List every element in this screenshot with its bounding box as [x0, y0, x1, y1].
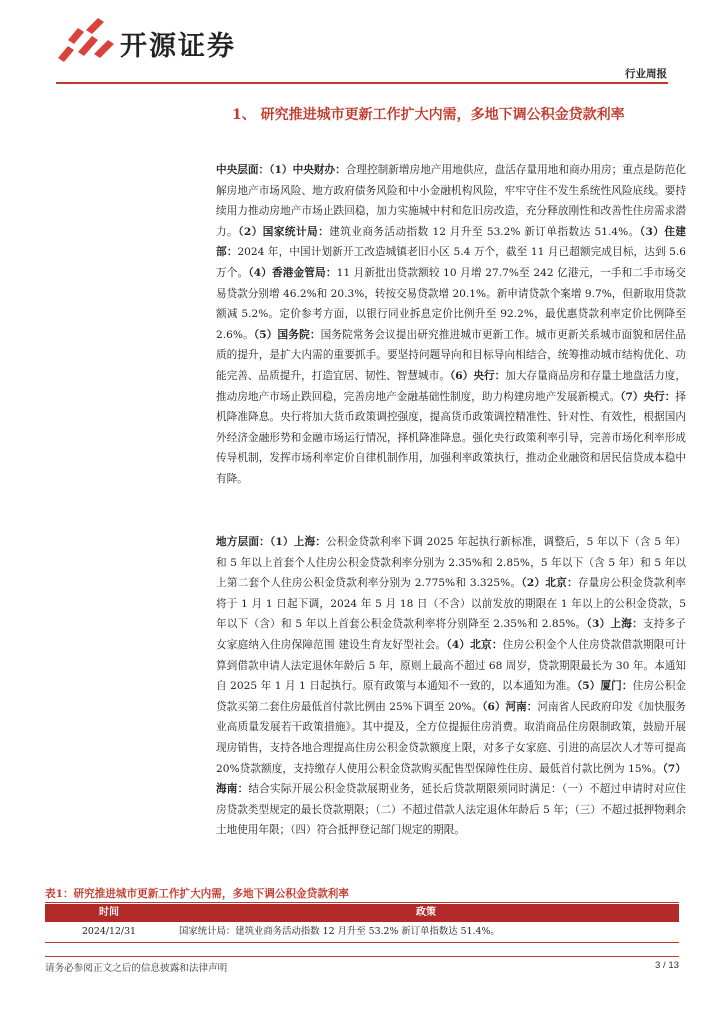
central-text-1: 合理控制新增房地产用地供应，盘活存量用地和商办用房；重点是防范化解房地产市场风险、地方政府债务风险和中小金融机构风险，牢牢守住不发生系统性风险底线。要持续用力推动房地产市场止跌回稳，加力实施城中村和危旧房改造，充分释放刚性和改善性住房需求潜力。 — [216, 164, 687, 238]
page-header — [0, 0, 724, 92]
local-lead: 地方层面： — [216, 536, 270, 548]
central-tag-4: （4）香港金管局： — [248, 266, 337, 279]
header-divider — [56, 82, 668, 84]
local-text-1: 公积金贷款利率下调 2025 年起执行新标准，调整后，5 年以下（含 5 年）和 5 年以上首套个人住房公积金贷款利率分别为 2.35%和 2.85%，5 年以下（含 5 年）和 5 年以上第二套个人住房公积金贷款利率分别为 2.775%和 3.325%。 — [216, 536, 687, 590]
local-text-3: 支持多子女家庭纳入住房保障范围 建设生育友好型社会。 — [216, 618, 687, 651]
central-tag-6: （6）央行： — [449, 369, 506, 382]
local-paragraph — [216, 532, 686, 841]
local-tag-2: （2）北京： — [521, 577, 578, 590]
central-lead: 中央层面： — [216, 164, 270, 176]
local-tag-6: （6）河南： — [482, 700, 538, 713]
central-text-4: 11 月新批出贷款额较 10 月增 27.7%至 242 亿港元，一手和二手市场交易贷款分别增 46.2%和 20.3%，转按交易贷款增 20.1%。新申请贷款个案增 9.7%，但新取用贷款额减 5.2%。定价参考方面，以银行同业拆息定价比例升至 92.2%，最优惠贷款利率定价比例降至 2.6%。 — [216, 266, 687, 341]
table-row — [45, 922, 679, 943]
local-tag-4: （4）北京： — [446, 638, 503, 651]
local-text-4: 住房公积金个人住房贷款借款期限可计算到借款申请人法定退休年龄后 5 年，原则上最高不超过 68 周岁，贷款期限最长为 30 年。本通知自 2025 年 1 月 1 日起执行。原有政策与本通知不一致的，以本通知为准。 — [216, 638, 686, 693]
brand-name: 开源证券 — [120, 31, 236, 62]
central-paragraph — [216, 160, 686, 490]
local-text-2: 存量房公积金贷款利率将于 1 月 1 日起下调，2024 年 5 月 18 日（不含）以前发放的期限在 1 年以上的公积金贷款，5 年以下（含）和 5 年以上首套公积金贷款利率将分别降至 2.35%和 2.85%。 — [216, 577, 686, 631]
table-header-policy: 政策 — [416, 907, 436, 918]
report-type: 行业周报 — [625, 68, 667, 80]
table-cell-time: 2024/12/31 — [81, 926, 137, 937]
table-header-time: 时间 — [99, 907, 119, 918]
central-tag-5: （5）国务院： — [253, 328, 321, 341]
local-tag-3: （3）上海： — [586, 618, 643, 631]
local-text-7: 结合实际开展公积金贷款展期业务，延长后贷款期限须同时满足：（一）不超过申请时对应住房贷款类型规定的最长贷款期限；（二）不超过借款人法定退休年龄后 5 年；（三）不超过抵押物剩余土地使用年限；（四）符合抵押登记部门规定的期限。 — [216, 783, 686, 837]
table-header-row — [45, 904, 679, 922]
local-text-5: 住房公积金贷款买第二套住房最低首付款比例由 25%下调至 20%。 — [216, 680, 686, 713]
table-top-rule — [45, 902, 679, 903]
local-tag-7: （7）海南： — [216, 762, 686, 796]
central-tag-7: （7）央行： — [620, 390, 676, 403]
local-tag-5: （5）厦门： — [576, 680, 633, 693]
central-text-5: 国务院常务会议提出研究推进城市更新工作。城市更新关系城市面貌和居住品质的提升，是扩大内需的重要抓手。要坚持问题导向和目标导向相结合，统筹推动城市结构优化、功能完善、品质提升，打造宜居、韧性、智慧城市。 — [216, 328, 686, 382]
central-text-3: 2024 年，中国计划新开工改造城镇老旧小区 5.4 万个，截至 11 月已超额完成目标，达到 5.6 万个。 — [216, 246, 687, 279]
central-tag-1: （1）中央财办： — [269, 164, 346, 176]
footer-divider — [45, 956, 679, 957]
section-title: 1、 研究推进城市更新工作扩大内需，多地下调公积金贷款利率 — [232, 107, 625, 123]
table-cell-policy: 国家统计局：建筑业商务活动指数 12 月升至 53.2% 新订单指数达 51.4%。 — [179, 926, 500, 937]
local-tag-1: （1）上海： — [269, 536, 327, 548]
central-text-7: 择机降准降息。央行将加大货币政策调控强度，提高货币政策调控精准性、针对性、有效性，根据国内外经济金融形势和金融市场运行情况，择机降准降息。强化央行政策利率引导，完善市场化利率形成传导机制，发挥市场利率定价自律机制作用，加强利率政策执行，推动企业融资和居民信贷成本稳中有降。 — [216, 390, 687, 485]
central-tag-2: （2）国家统计局： — [238, 225, 330, 238]
central-tag-3: （3）住建部： — [216, 225, 686, 259]
central-text-6: 加大存量商品房和存量土地盘活力度，推动房地产市场止跌回稳，完善房地产金融基础性制度，助力构建房地产发展新模式。 — [216, 369, 687, 403]
central-text-2: 建筑业商务活动指数 12 月升至 53.2% 新订单指数达 51.4%。 — [329, 225, 640, 238]
local-text-6: 河南省人民政府印发《加快服务业高质量发展若干政策措施》。其中提及，全方位提振住房消费。取消商品住房限制政策，鼓励开展现房销售，支持各地合理提高住房公积金贷款额度上限，对多子女家庭、引进的高层次人才等可提高 20%贷款额度，支持缴存人使用公积金贷款购买配售型保障性住房、最低首付款比例为 15%。 — [216, 700, 687, 775]
page-number: 3 / 13 — [654, 960, 679, 971]
table-caption: 表1：研究推进城市更新工作扩大内需，多地下调公积金贷款利率 — [45, 888, 349, 900]
footer-disclaimer: 请务必参阅正文之后的信息披露和法律声明 — [45, 963, 228, 974]
